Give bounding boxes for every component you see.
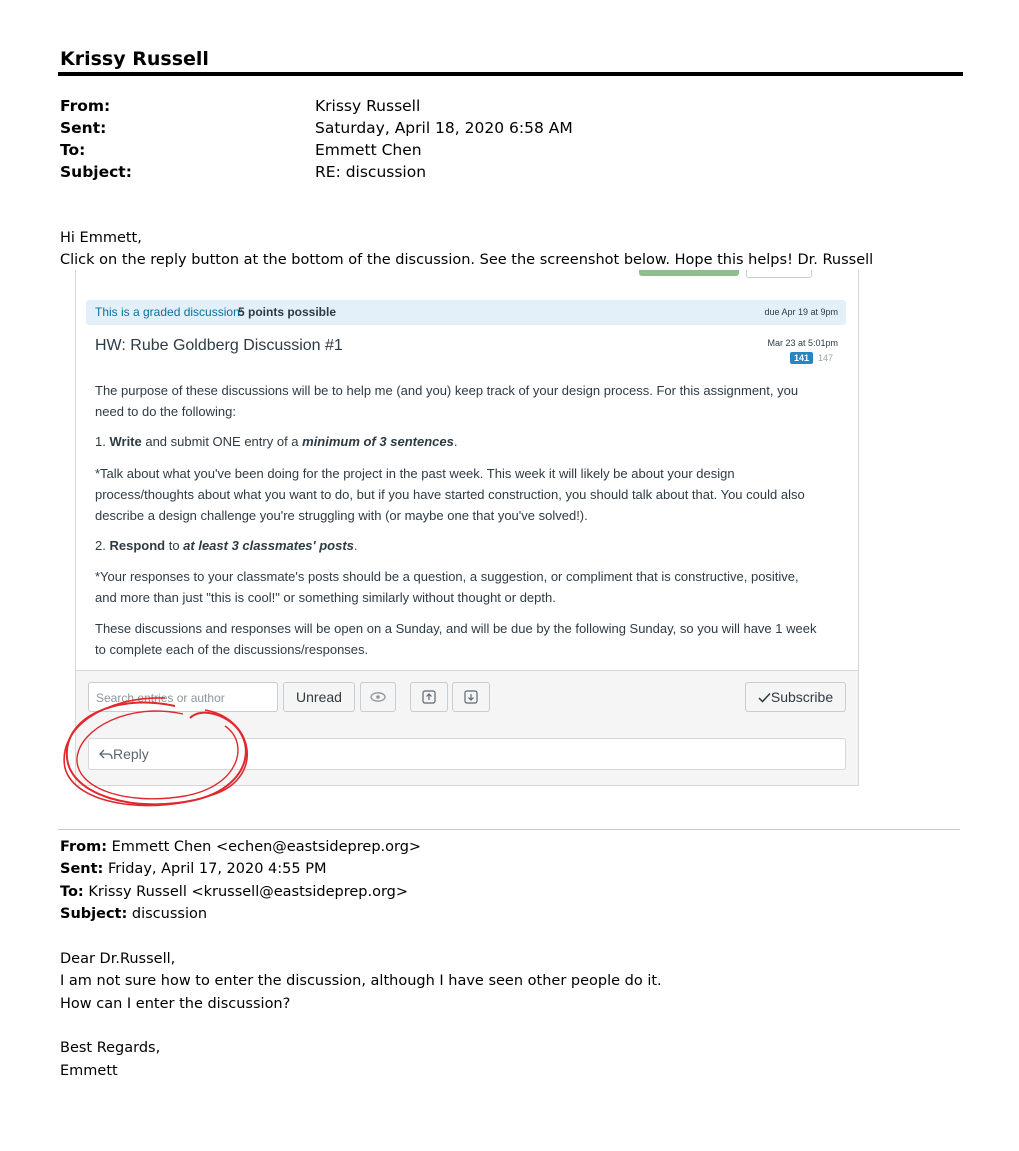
orig-sent-value: Friday, April 17, 2020 4:55 PM bbox=[107, 861, 327, 877]
reply-message: Click on the reply button at the bottom of the discussion. See the screenshot below. Hope this helps! Dr. Russell bbox=[60, 252, 874, 268]
reply-label: Reply bbox=[113, 746, 149, 762]
collapse-icon bbox=[422, 690, 436, 704]
orig-closing: Best Regards, bbox=[60, 1040, 161, 1056]
instruction-bold: Write bbox=[109, 434, 142, 449]
post-date: Mar 23 at 5:01pm bbox=[767, 338, 838, 348]
orig-subject-label: Subject: bbox=[60, 906, 128, 922]
sent-value: Saturday, April 18, 2020 6:58 AM bbox=[315, 119, 573, 137]
eye-icon bbox=[370, 691, 386, 703]
orig-body-line: I am not sure how to enter the discussion, although I have seen other people do it. bbox=[60, 973, 662, 989]
orig-subject-value: discussion bbox=[131, 906, 208, 922]
orig-to-label: To: bbox=[60, 884, 84, 900]
instruction-text: to bbox=[165, 538, 184, 553]
total-count: 147 bbox=[818, 353, 834, 363]
edit-button[interactable] bbox=[746, 270, 812, 278]
orig-body-line: How can I enter the discussion? bbox=[60, 996, 291, 1012]
orig-greeting: Dear Dr.Russell, bbox=[60, 951, 176, 967]
orig-from-label: From: bbox=[60, 839, 107, 855]
subscribe-button[interactable] bbox=[745, 682, 846, 712]
body-line: and more than just "this is cool!" or something similarly without thought or depth. bbox=[95, 590, 556, 605]
body-line: The purpose of these discussions will be to help me (and you) keep track of your design process. For this assignment, you bbox=[95, 383, 799, 398]
eye-button[interactable] bbox=[360, 682, 396, 712]
due-date: due Apr 19 at 9pm bbox=[764, 307, 838, 317]
sender-heading: Krissy Russell bbox=[60, 48, 209, 70]
instruction-1 bbox=[95, 431, 457, 452]
greeting: Hi Emmett, bbox=[60, 230, 142, 246]
reply-arrow-icon bbox=[99, 749, 113, 760]
body-line: process/thoughts about what you want to do, but if you have started construction, you should talk about that. You could also bbox=[95, 487, 805, 502]
subject-label: Subject: bbox=[60, 163, 132, 181]
body-line: describe a design challenge you're struggling with (or maybe one that you've solved!). bbox=[95, 508, 588, 523]
instruction-text: and submit ONE entry of a bbox=[141, 434, 303, 449]
body-line: need to do the following: bbox=[95, 404, 236, 419]
graded-points: 5 points possible bbox=[238, 305, 337, 319]
instruction-bold: Respond bbox=[109, 538, 166, 553]
expand-icon bbox=[464, 690, 478, 704]
subscribe-label: Subscribe bbox=[770, 689, 834, 705]
subject-value: RE: discussion bbox=[315, 163, 427, 181]
instruction-emphasis: at least 3 classmates' posts bbox=[183, 538, 354, 553]
message-divider bbox=[58, 829, 960, 830]
discussion-toolbar bbox=[76, 671, 858, 785]
unread-button[interactable]: Unread bbox=[283, 682, 355, 712]
instruction-num: 1. bbox=[95, 434, 110, 449]
body-line: *Your responses to your classmate's posts should be a question, a suggestion, or compliment that is constructive, positive, bbox=[95, 569, 799, 584]
instruction-end: . bbox=[353, 538, 358, 553]
discussion-title: HW: Rube Goldberg Discussion #1 bbox=[95, 337, 343, 354]
body-line: to complete each of the discussions/responses. bbox=[95, 642, 369, 657]
body-line: These discussions and responses will be open on a Sunday, and will be due by the following Sunday, so you will have 1 week bbox=[95, 621, 817, 636]
unread-count-badge: 141 bbox=[790, 352, 813, 364]
orig-sent-label: Sent: bbox=[60, 861, 104, 877]
orig-from-value: Emmett Chen <echen@eastsideprep.org> bbox=[111, 839, 422, 855]
orig-to-value: Krissy Russell <krussell@eastsideprep.org> bbox=[88, 884, 409, 900]
graded-banner bbox=[86, 300, 846, 325]
orig-signature: Emmett bbox=[60, 1063, 118, 1079]
sent-label: Sent: bbox=[60, 119, 107, 137]
instruction-2 bbox=[95, 535, 358, 556]
search-input[interactable]: Search entries or author bbox=[88, 682, 278, 712]
to-label: To: bbox=[60, 141, 86, 159]
publish-button[interactable] bbox=[639, 270, 739, 276]
to-value: Emmett Chen bbox=[315, 141, 422, 159]
checkmark-icon bbox=[758, 692, 771, 703]
instruction-end: . bbox=[453, 434, 458, 449]
instruction-emphasis: minimum of 3 sentences bbox=[302, 434, 454, 449]
from-value: Krissy Russell bbox=[315, 97, 421, 115]
discussion-screenshot bbox=[75, 270, 859, 786]
from-label: From: bbox=[60, 97, 111, 115]
header-rule bbox=[58, 72, 963, 76]
collapse-button[interactable] bbox=[410, 682, 448, 712]
graded-prefix: This is a graded discussion: bbox=[95, 305, 244, 319]
top-buttons bbox=[636, 270, 836, 278]
instruction-num: 2. bbox=[95, 538, 110, 553]
expand-button[interactable] bbox=[452, 682, 490, 712]
body-line: *Talk about what you've been doing for the project in the past week. This week it will likely be about your design bbox=[95, 466, 735, 481]
reply-button[interactable] bbox=[88, 738, 846, 770]
